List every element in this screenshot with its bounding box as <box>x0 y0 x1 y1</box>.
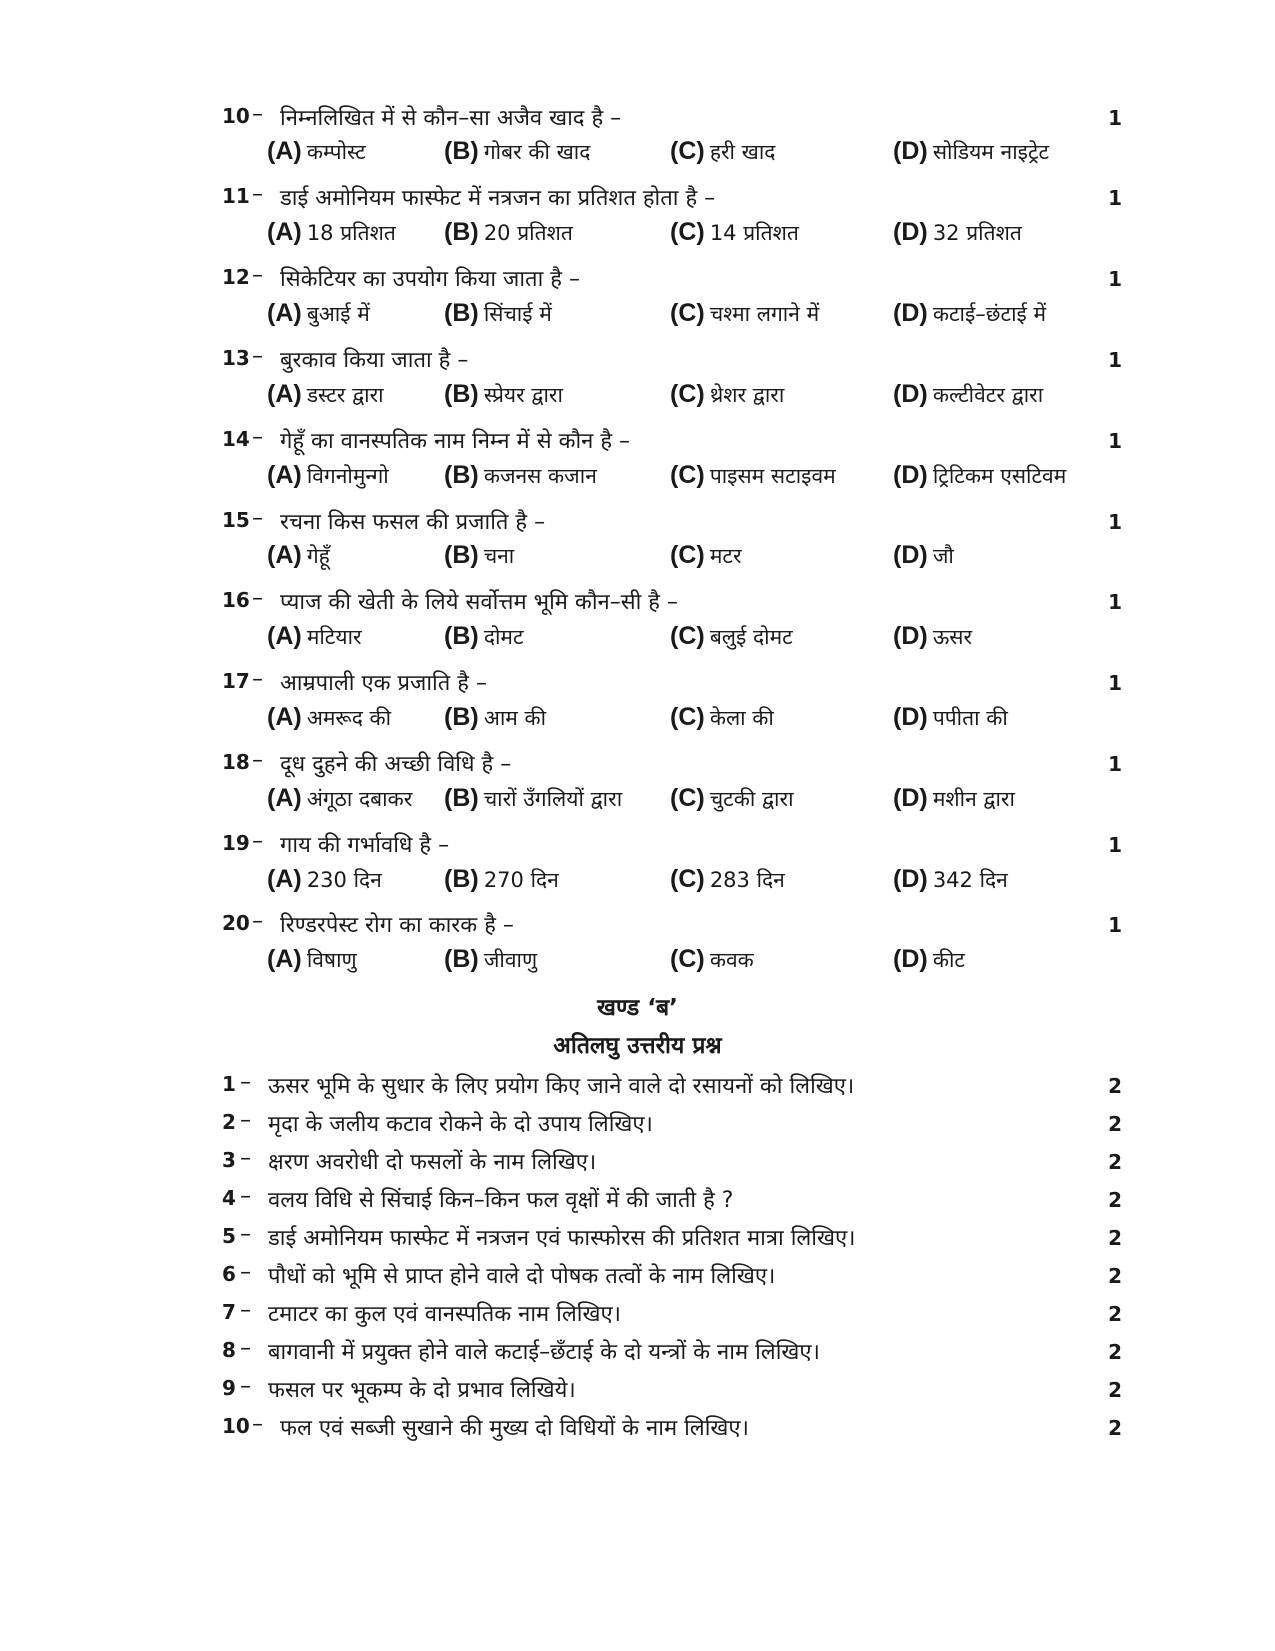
option-b <box>444 865 559 894</box>
option-text: हरी खाद <box>709 140 776 164</box>
option-label: (A) <box>267 137 302 165</box>
question-marks: 1 <box>1108 590 1122 614</box>
option-b <box>444 703 546 732</box>
short-question <box>222 1068 1122 1102</box>
option-d <box>893 945 965 974</box>
option-text: डस्टर द्वारा <box>306 383 384 407</box>
option-c <box>670 461 836 490</box>
question-marks: 2 <box>1108 1302 1122 1326</box>
question-marks: 1 <box>1108 833 1122 857</box>
option-b <box>444 622 524 651</box>
question-dash: – <box>252 1412 263 1437</box>
option-c <box>670 541 742 570</box>
short-question <box>222 1258 1122 1292</box>
question-number: 15 <box>222 508 250 532</box>
option-label: (B) <box>444 703 479 731</box>
option-text: 20 प्रतिशत <box>483 221 573 245</box>
option-text: बलुई दोमट <box>709 625 793 649</box>
option-a <box>267 299 370 328</box>
question-marks: 1 <box>1108 671 1122 695</box>
short-question <box>222 1220 1122 1254</box>
option-label: (C) <box>670 865 705 893</box>
option-label: (B) <box>444 622 479 650</box>
option-label: (B) <box>444 784 479 812</box>
question-text: डाई अमोनियम फास्फेट में नत्रजन एवं फास्फोरस की प्रतिशत मात्रा लिखिए। <box>268 1226 856 1251</box>
mcq-question <box>222 827 1122 861</box>
option-text: 283 दिन <box>709 868 785 892</box>
question-number: 20 <box>222 911 250 935</box>
option-label: (A) <box>267 541 302 569</box>
option-label: (D) <box>893 461 928 489</box>
question-dash: – <box>240 1374 251 1399</box>
question-marks: 1 <box>1108 106 1122 130</box>
question-number: 3 <box>222 1148 236 1172</box>
option-b <box>444 945 537 974</box>
option-label: (A) <box>267 703 302 731</box>
option-label: (D) <box>893 703 928 731</box>
option-text: बुआई में <box>306 302 370 326</box>
question-number: 7 <box>222 1300 236 1324</box>
question-dash: – <box>252 344 263 369</box>
question-number: 10 <box>222 104 250 128</box>
question-number: 13 <box>222 346 250 370</box>
option-text: पपीता की <box>932 706 1008 730</box>
section-subtitle: अतिलघु उत्तरीय प्रश्न <box>553 1033 722 1059</box>
option-text: चना <box>483 544 515 568</box>
option-c <box>670 865 785 894</box>
option-a <box>267 218 396 247</box>
question-text: फसल पर भूकम्प के दो प्रभाव लिखिये। <box>268 1378 576 1403</box>
question-text: बागवानी में प्रयुक्त होने वाले कटाई–छँटाई के दो यन्त्रों के नाम लिखिए। <box>268 1340 820 1365</box>
question-number: 11 <box>222 184 250 208</box>
option-a <box>267 945 357 974</box>
mcq-question <box>222 746 1122 780</box>
question-marks: 2 <box>1108 1150 1122 1174</box>
question-marks: 2 <box>1108 1226 1122 1250</box>
option-text: थ्रेशर द्वारा <box>709 383 785 407</box>
question-marks: 2 <box>1108 1188 1122 1212</box>
option-text: कवक <box>709 948 754 972</box>
mcq-question <box>222 100 1122 134</box>
question-text: दूध दुहने की अच्छी विधि है – <box>280 752 512 777</box>
option-label: (C) <box>670 541 705 569</box>
question-dash: – <box>252 829 263 854</box>
option-d <box>893 541 954 570</box>
question-text: निम्नलिखित में से कौन–सा अजैव खाद है – <box>280 106 622 131</box>
option-text: कटाई–छंटाई में <box>932 302 1047 326</box>
option-text: 270 दिन <box>483 868 559 892</box>
option-label: (D) <box>893 541 928 569</box>
option-label: (D) <box>893 380 928 408</box>
question-number: 1 <box>222 1072 236 1096</box>
mcq-question <box>222 504 1122 538</box>
option-c <box>670 299 819 328</box>
option-text: कजनस कजान <box>483 464 597 488</box>
short-question <box>222 1106 1122 1140</box>
option-text: केला की <box>709 706 774 730</box>
question-marks: 2 <box>1108 1264 1122 1288</box>
option-text: मटियार <box>306 625 362 649</box>
option-text: 14 प्रतिशत <box>709 221 799 245</box>
option-a <box>267 865 382 894</box>
mcq-question <box>222 665 1122 699</box>
option-a <box>267 622 362 651</box>
option-d <box>893 137 1049 166</box>
option-c <box>670 380 784 409</box>
option-b <box>444 541 514 570</box>
options-row <box>267 622 1127 658</box>
question-dash: – <box>252 263 263 288</box>
short-question <box>222 1334 1122 1368</box>
question-text: आम्रपाली एक प्रजाति है – <box>280 671 487 696</box>
question-text: बुरकाव किया जाता है – <box>280 348 469 373</box>
option-text: 32 प्रतिशत <box>932 221 1022 245</box>
question-text: गेहूँ का वानस्पतिक नाम निम्न में से कौन है – <box>280 429 631 454</box>
option-b <box>444 461 597 490</box>
option-label: (B) <box>444 541 479 569</box>
option-label: (A) <box>267 299 302 327</box>
question-marks: 2 <box>1108 1378 1122 1402</box>
question-text: पौधों को भूमि से प्राप्त होने वाले दो पोषक तत्वों के नाम लिखिए। <box>268 1264 776 1289</box>
question-marks: 2 <box>1108 1074 1122 1098</box>
option-text: ट्रिटिकम एसटिवम <box>932 464 1067 488</box>
option-label: (D) <box>893 865 928 893</box>
option-b <box>444 137 590 166</box>
question-marks: 1 <box>1108 348 1122 372</box>
options-row <box>267 703 1127 739</box>
question-number: 16 <box>222 588 250 612</box>
options-row <box>267 945 1127 981</box>
question-marks: 2 <box>1108 1340 1122 1364</box>
option-label: (B) <box>444 137 479 165</box>
option-text: जौ <box>932 544 954 568</box>
question-marks: 1 <box>1108 510 1122 534</box>
question-number: 19 <box>222 831 250 855</box>
option-label: (A) <box>267 622 302 650</box>
option-label: (B) <box>444 380 479 408</box>
question-dash: – <box>252 182 263 207</box>
mcq-question <box>222 423 1122 457</box>
question-number: 6 <box>222 1262 236 1286</box>
option-text: चारों उँगलियों द्वारा <box>483 787 623 811</box>
question-marks: 1 <box>1108 752 1122 776</box>
option-text: मटर <box>709 544 742 568</box>
mcq-question <box>222 180 1122 214</box>
mcq-question <box>222 261 1122 295</box>
option-label: (C) <box>670 461 705 489</box>
question-text: रचना किस फसल की प्रजाति है – <box>280 510 546 535</box>
option-text: 18 प्रतिशत <box>306 221 396 245</box>
mcq-question <box>222 907 1122 941</box>
question-marks: 1 <box>1108 186 1122 210</box>
option-label: (B) <box>444 218 479 246</box>
question-text: सिकेटियर का उपयोग किया जाता है – <box>280 267 580 292</box>
option-d <box>893 299 1046 328</box>
option-a <box>267 784 412 813</box>
option-text: विगनोमुन्गो <box>306 464 389 488</box>
option-label: (C) <box>670 703 705 731</box>
option-label: (C) <box>670 299 705 327</box>
option-b <box>444 218 573 247</box>
option-label: (C) <box>670 137 705 165</box>
question-number: 4 <box>222 1186 236 1210</box>
option-label: (C) <box>670 218 705 246</box>
short-question <box>222 1144 1122 1178</box>
option-text: गोबर की खाद <box>483 140 591 164</box>
option-c <box>670 137 775 166</box>
options-row <box>267 461 1127 497</box>
option-text: कल्टीवेटर द्वारा <box>932 383 1044 407</box>
question-text: प्याज की खेती के लिये सर्वोत्तम भूमि कौन–सी है – <box>280 590 678 615</box>
option-label: (C) <box>670 622 705 650</box>
option-label: (B) <box>444 945 479 973</box>
question-dash: – <box>252 425 263 450</box>
option-text: गेहूँ <box>306 544 330 568</box>
option-label: (D) <box>893 622 928 650</box>
option-c <box>670 622 793 651</box>
mcq-question <box>222 584 1122 618</box>
question-text: फल एवं सब्जी सुखाने की मुख्य दो विधियों के नाम लिखिए। <box>280 1416 749 1441</box>
question-dash: – <box>240 1184 251 1209</box>
option-a <box>267 137 366 166</box>
options-row <box>267 380 1127 416</box>
options-row <box>267 784 1127 820</box>
option-text: सोडियम नाइट्रेट <box>932 140 1050 164</box>
option-d <box>893 218 1022 247</box>
question-number: 18 <box>222 750 250 774</box>
option-b <box>444 784 622 813</box>
option-label: (A) <box>267 461 302 489</box>
option-d <box>893 461 1066 490</box>
question-number: 5 <box>222 1224 236 1248</box>
question-dash: – <box>252 748 263 773</box>
question-dash: – <box>240 1336 251 1361</box>
option-text: मशीन द्वारा <box>932 787 1015 811</box>
option-c <box>670 784 794 813</box>
question-number: 17 <box>222 669 250 693</box>
question-text: वलय विधि से सिंचाई किन–किन फल वृक्षों में की जाती है ? <box>268 1188 734 1213</box>
options-row <box>267 218 1127 254</box>
question-text: टमाटर का कुल एवं वानस्पतिक नाम लिखिए। <box>268 1302 621 1327</box>
options-row <box>267 299 1127 335</box>
option-text: पाइसम सटाइवम <box>709 464 836 488</box>
option-a <box>267 380 384 409</box>
option-text: दोमट <box>483 625 524 649</box>
option-text: जीवाणु <box>483 948 538 972</box>
question-text: डाई अमोनियम फास्फेट में नत्रजन का प्रतिशत होता है – <box>280 186 716 211</box>
short-question <box>222 1182 1122 1216</box>
question-dash: – <box>240 1070 251 1095</box>
options-row <box>267 865 1127 901</box>
question-dash: – <box>240 1260 251 1285</box>
option-text: कम्पोस्ट <box>306 140 366 164</box>
options-row <box>267 541 1127 577</box>
option-label: (C) <box>670 380 705 408</box>
option-label: (A) <box>267 218 302 246</box>
option-d <box>893 784 1015 813</box>
question-marks: 2 <box>1108 1416 1122 1440</box>
option-a <box>267 461 389 490</box>
question-text: गाय की गर्भावधि है – <box>280 833 450 858</box>
mcq-question <box>222 342 1122 376</box>
option-text: विषाणु <box>306 948 357 972</box>
option-text: 342 दिन <box>932 868 1008 892</box>
question-number: 10 <box>222 1414 250 1438</box>
question-marks: 1 <box>1108 429 1122 453</box>
question-number: 9 <box>222 1376 236 1400</box>
option-text: स्प्रेयर द्वारा <box>483 383 563 407</box>
option-label: (D) <box>893 218 928 246</box>
question-number: 2 <box>222 1110 236 1134</box>
option-text: ऊसर <box>932 625 973 649</box>
option-text: 230 दिन <box>306 868 382 892</box>
question-number: 12 <box>222 265 250 289</box>
short-question <box>222 1372 1122 1406</box>
option-d <box>893 380 1043 409</box>
option-label: (D) <box>893 299 928 327</box>
option-b <box>444 380 563 409</box>
question-text: मृदा के जलीय कटाव रोकने के दो उपाय लिखिए। <box>268 1112 653 1137</box>
option-label: (C) <box>670 945 705 973</box>
question-dash: – <box>252 667 263 692</box>
option-text: चश्मा लगाने में <box>709 302 820 326</box>
short-question <box>222 1296 1122 1330</box>
question-dash: – <box>252 909 263 934</box>
question-marks: 2 <box>1108 1112 1122 1136</box>
question-dash: – <box>240 1222 251 1247</box>
option-label: (A) <box>267 945 302 973</box>
question-dash: – <box>252 506 263 531</box>
option-b <box>444 299 552 328</box>
question-marks: 1 <box>1108 267 1122 291</box>
short-question <box>222 1410 1122 1444</box>
option-a <box>267 541 330 570</box>
option-label: (B) <box>444 461 479 489</box>
option-label: (B) <box>444 865 479 893</box>
question-dash: – <box>240 1108 251 1133</box>
option-text: आम की <box>483 706 547 730</box>
options-row <box>267 137 1127 173</box>
question-dash: – <box>240 1298 251 1323</box>
question-text: रिण्डरपेस्ट रोग का कारक है – <box>280 913 514 938</box>
option-label: (B) <box>444 299 479 327</box>
question-number: 14 <box>222 427 250 451</box>
section-title: खण्ड ‘ब’ <box>597 995 678 1021</box>
option-d <box>893 865 1008 894</box>
question-number: 8 <box>222 1338 236 1362</box>
question-dash: – <box>240 1146 251 1171</box>
option-a <box>267 703 391 732</box>
option-c <box>670 703 774 732</box>
option-label: (D) <box>893 137 928 165</box>
option-d <box>893 622 972 651</box>
option-label: (D) <box>893 784 928 812</box>
option-c <box>670 945 754 974</box>
option-c <box>670 218 799 247</box>
option-text: अंगूठा दबाकर <box>306 787 413 811</box>
option-d <box>893 703 1008 732</box>
option-label: (D) <box>893 945 928 973</box>
question-text: क्षरण अवरोधी दो फसलों के नाम लिखिए। <box>268 1150 597 1175</box>
question-marks: 1 <box>1108 913 1122 937</box>
option-text: सिंचाई में <box>483 302 552 326</box>
option-text: कीट <box>932 948 965 972</box>
option-label: (C) <box>670 784 705 812</box>
question-text: ऊसर भूमि के सुधार के लिए प्रयोग किए जाने वाले दो रसायनों को लिखिए। <box>268 1074 855 1099</box>
option-label: (A) <box>267 784 302 812</box>
option-text: चुटकी द्वारा <box>709 787 794 811</box>
question-dash: – <box>252 586 263 611</box>
option-text: अमरूद की <box>306 706 392 730</box>
option-label: (A) <box>267 380 302 408</box>
question-dash: – <box>252 102 263 127</box>
option-label: (A) <box>267 865 302 893</box>
